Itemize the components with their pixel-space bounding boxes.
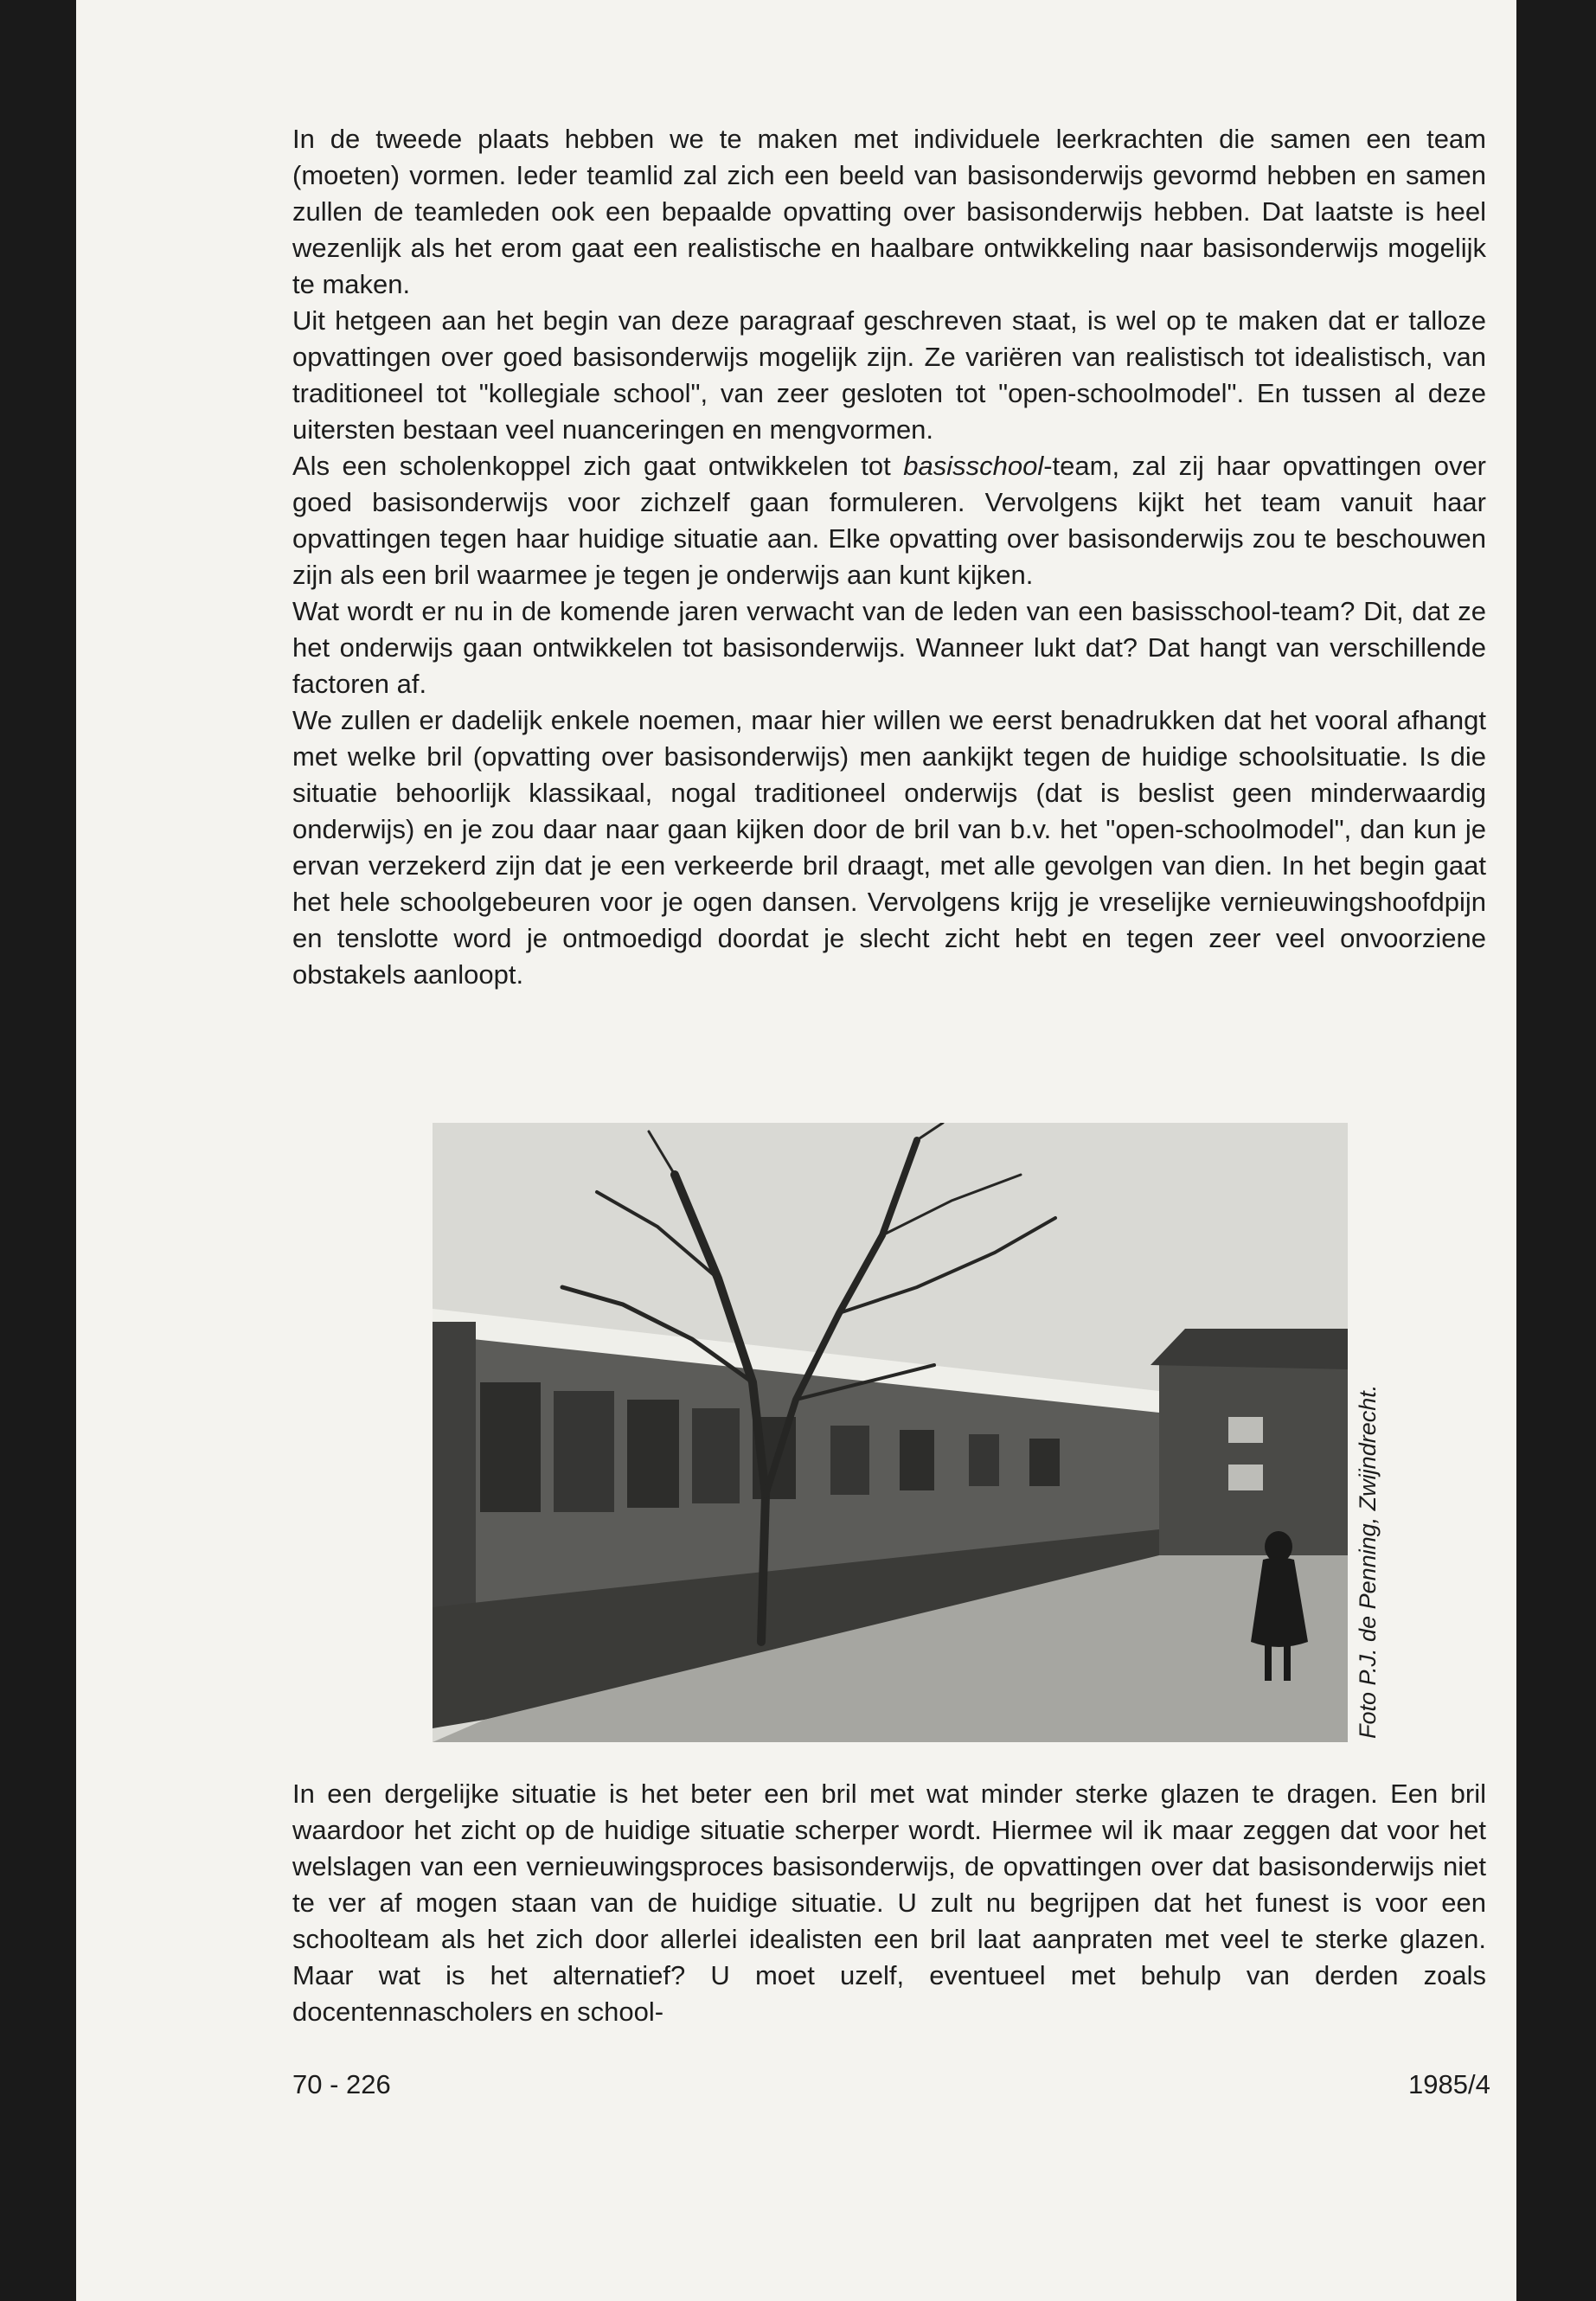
paragraph-3-start: Als een scholenkoppel zich gaat ontwikkelen tot	[292, 451, 904, 481]
school-photo	[433, 1123, 1348, 1742]
photo-caption: Foto P.J. de Penning, Zwijndrecht.	[1355, 1384, 1381, 1739]
paragraph-5: We zullen er dadelijk enkele noemen, maar hier willen we eerst benadrukken dat het vooral afhangt met welke bril (opvatting over basisonderwijs) men aankijkt tegen de huidige schoolsituatie. Is die situatie behoorlijk klassikaal, nogal traditioneel onderwijs (dat is beslist geen minderwaardig onderwijs) en je zou daar naar gaan kijken door de bril van b.v. het "open-schoolmodel", dan kun je ervan verzekerd zijn dat je een verkeerde bril draagt, met alle gevolgen van dien. In het begin gaat het hele schoolgebeuren voor je ogen dansen. Vervolgens krijg je vreselijke vernieuwingshoofdpijn en tenslotte word je ontmoedigd doordat je slecht zicht hebt en tegen zeer veel onvoorziene obstakels aanloopt.	[292, 705, 1486, 990]
paragraph-1: In de tweede plaats hebben we te maken met individuele leerkrachten die samen een team (moeten) vormen. Ieder teamlid zal zich een beeld van basisonderwijs gevormd hebben en samen zullen de teamleden ook een bepaalde opvatting over basisonderwijs hebben. Dat laatste is heel wezenlijk als het erom gaat een realistische en haalbare ontwikkeling naar basisonderwijs mogelijk te maken.	[292, 124, 1486, 299]
photo-window-9	[1029, 1439, 1060, 1486]
photo-window-1	[480, 1382, 541, 1512]
page-number: 70 - 226	[292, 2069, 391, 2099]
photo-brick-pillar	[433, 1322, 476, 1616]
paragraph-3-italic: basisschool	[903, 451, 1044, 481]
paragraph-4: Wat wordt er nu in de komende jaren verwacht van de leden van een basisschool-team? Dit, dat ze het onderwijs gaan ontwikkelen tot basisonderwijs. Wanneer lukt dat? Dat hangt van verschillende factoren af.	[292, 596, 1486, 699]
photo-house-window	[1228, 1417, 1263, 1443]
issue-number: 1985/4	[1408, 2069, 1490, 2099]
document-page	[76, 0, 1516, 2301]
photo-window-3	[627, 1400, 679, 1508]
paragraph-2: Uit hetgeen aan het begin van deze paragraaf geschreven staat, is wel op te maken dat er talloze opvattingen over goed basisonderwijs mogelijk zijn. Ze variëren van realistisch tot idealistisch, van traditioneel tot "kollegiale school", van zeer gesloten tot "open-schoolmodel". En tussen al deze uitersten bestaan veel nuanceringen en mengvormen.	[292, 305, 1486, 445]
photo-window-8	[969, 1434, 999, 1486]
photo-house-window-2	[1228, 1465, 1263, 1490]
paragraph-6: In een dergelijke situatie is het beter een bril met wat minder sterke glazen te dragen. Een bril waardoor het zicht op de huidige situatie scherper wordt. Hiermee wil ik maar zeggen dat voor het welslagen van een vernieuwingsproces basisonderwijs, de opvattingen over dat basisonderwijs niet te ver af mogen staan van de huidige situatie. U zult nu begrijpen dat het funest is voor een schoolteam als het zich door allerlei idealisten een bril laat aanpraten met veel te sterke glazen. Maar wat is het alternatief? U moet uzelf, eventueel met behulp van derden zoals docentennascholers en school-	[292, 1779, 1486, 2027]
photo-window-4	[692, 1408, 740, 1503]
article-body-top	[292, 121, 1486, 993]
photo-window-7	[900, 1430, 934, 1490]
paragraph-3	[292, 448, 1486, 593]
photo-house-roof	[1151, 1329, 1348, 1369]
photo-window-2	[554, 1391, 614, 1512]
paragraph-3-end: -team, zal zij haar opvattingen over goed basisonderwijs voor zichzelf gaan formuleren. Vervolgens kijkt het team vanuit haar opvattingen tegen haar huidige situatie aan. Elke opvatting over basisonderwijs zou te beschouwen zijn als een bril waarmee je tegen je onderwijs aan kunt kijken.	[292, 451, 1487, 590]
article-body-bottom	[292, 1776, 1486, 2030]
photo-window-6	[830, 1426, 869, 1495]
